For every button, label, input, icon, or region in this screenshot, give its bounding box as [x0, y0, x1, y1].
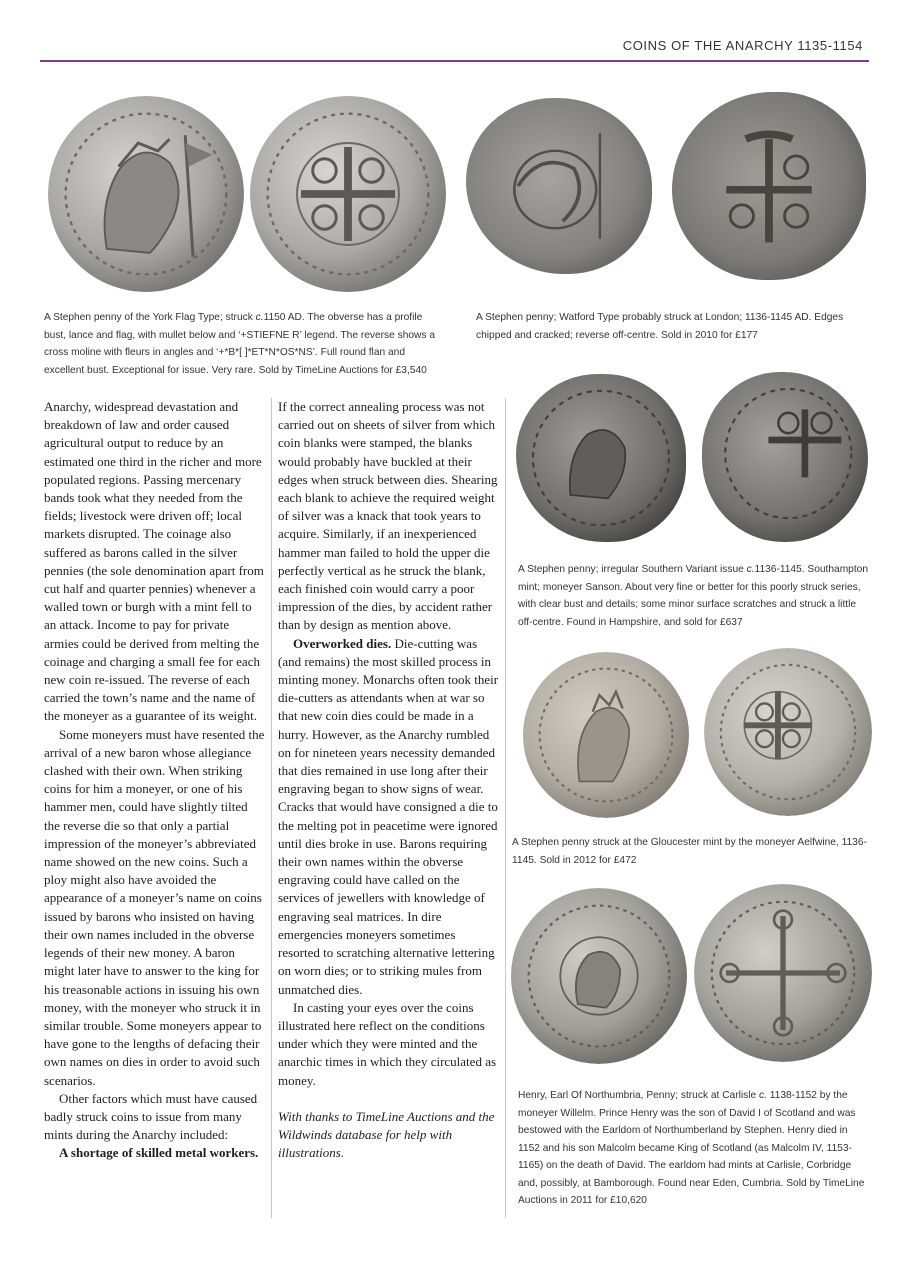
body-column-1: [44, 398, 266, 1163]
header-rule: [40, 60, 869, 62]
carlisle-penny-photo: [510, 880, 872, 1070]
gloucester-obverse-coin: [522, 652, 690, 818]
col2-acknowledgement: With thanks to TimeLine Auctions and the Wildwinds database for help with illustrations.: [278, 1108, 495, 1161]
col2-spacer: [278, 1090, 500, 1108]
gloucester-reverse-coin: [704, 648, 872, 816]
york-flag-type-penny-photo: [44, 94, 464, 294]
col2-paragraph-2: Overworked dies. Die-cutting was (and remains) the most skilled process in minting money. Monarchs often took their die-cutters as attendants when at war so that new coin dies could be made in a hurry. However, as the Anarchy rumbled on for nineteen years necessity demanded that dies remained in use long after their engraving began to show signs of wear. Cracks that would have consigned a die to the melting pot in peacetime were ignored until dies broke in use. Barons requiring their own names within the obverse engraving could have called on the services of jewellers with knowledge of engraving seal matrices. In dire emergencies moneyers sometimes resorted to scratching alternative lettering on worn dies; or to striking mules from unmatched dies.: [278, 635, 499, 997]
gloucester-caption: A Stephen penny struck at the Gloucester mint by the moneyer Aelfwine, 1136-1145. Sold in 2012 for £472: [512, 837, 867, 866]
southern-reverse-coin: [702, 372, 868, 542]
carlisle-obverse-coin: [510, 888, 688, 1064]
watford-type-penny-photo: [466, 92, 866, 302]
southern-obverse-coin: [516, 374, 686, 542]
column-divider-2: [505, 398, 506, 1218]
running-head: COINS OF THE ANARCHY 1135-1154: [622, 38, 863, 53]
york-reverse-coin: [250, 96, 446, 292]
southern-caption: A Stephen penny; irregular Southern Variant issue c.1136-1145. Southampton mint; moneyer Sanson. About very fine or better for this poorly struck series, with clear bust and details; some minor surface scratches and struck a little off-centre. Found in Hampshire, and sold for £637: [518, 564, 869, 628]
watford-caption: A Stephen penny; Watford Type probably struck at London; 1136-1145 AD. Edges chipped and cracked; reverse off-centre. Sold in 2010 for £177: [476, 312, 844, 341]
col1-subheading: A shortage of skilled metal workers.: [59, 1145, 259, 1161]
southern-variant-penny-photo: [516, 372, 870, 548]
body-column-2: [278, 398, 500, 1162]
watford-reverse-coin: [672, 92, 866, 280]
carlisle-caption: Henry, Earl Of Northumbria, Penny; struck at Carlisle c. 1138-1152 by the moneyer Willelm. Prince Henry was the son of David I of Scotland and was bestowed with the Earldom of Northumberland by Stephen. Henry died in 1152 and his son Malcolm became King of Scotland (as Malcolm IV, 1153-1165) on the death of David. The earldom had mints at Carlisle, Corbridge and, possibly, at Bamborough. Found near Eden, Cumbria. Sold by TimeLine Auctions in 2011 for £10,620: [518, 1090, 865, 1206]
col2-paragraph-1: If the correct annealing process was not carried out on sheets of silver from which coin blanks were stamped, the blanks would probably have buckled at their edges when struck between dies. Shearing each blank to achieve the required weight of silver was a knack that took years to acquire. Similarly, if an inexperienced hammer man failed to hold the upper die perfectly vertical as he struck the blank, each finished coin would carry a poor impression of the dies, by accident rather than by design as mention above.: [278, 399, 498, 633]
column-divider-1: [271, 398, 272, 1218]
york-caption: A Stephen penny of the York Flag Type; struck c.1150 AD. The obverse has a profile bust, lance and flag, with mullet below and ‘+STIEFNE R’ legend. The reverse shows a cross moline with fleurs in angles and ‘+*B*[ ]*ET*N*OS*NS’. Full round flan and excellent bust. Exceptional for issue. Very rare. Sold by TimeLine Auctions for £3,540: [44, 312, 436, 376]
col1-paragraph-1: Anarchy, widespread devastation and breakdown of law and order caused agricultural output to reduce by an estimated one third in the richer and more populated regions. Passing mercenary bands took what they needed from the fields; livestock were driven off; local markets disrupted. The coinage also suffered as barons called in the silver pennies (the sole denomination apart from cut half and quarter pennies) whenever a walled town or burgh with a mint fell to an attack. Income to pay for private armies could be derived from melting the coinage and charging a small fee for each new coin re-issued. The reverse of each carried the town’s name and the name of the moneyer as a guarantee of its weight.: [44, 399, 264, 724]
carlisle-reverse-coin: [694, 884, 872, 1062]
watford-obverse-coin: [466, 98, 652, 274]
york-obverse-coin: [48, 96, 244, 292]
col2-paragraph-3: In casting your eyes over the coins illustrated here reflect on the conditions under which they were minted and the anarchic times in which they circulated as money.: [278, 999, 497, 1088]
gloucester-mint-penny-photo: [518, 646, 872, 822]
col1-paragraph-2: Some moneyers must have resented the arrival of a new baron whose allegiance clashed with their own. When striking coins for him a moneyer, or one of his hammer men, could have slightly tilted the reverse die so that only a partial impression of the moneyer’s abbreviated name showed on the new coins. Such a ploy might also have avoided the appearance of a moneyer’s name on coins issued by barons who insisted on having their own names included in the obverse legends of their new money. A baron might later have to answer to the king for his treasonable actions in issuing his own money, with the moneyer who struck it in similar trouble. Some moneyers appear to have gone to the lengths of defacing their own names on dies in order to avoid such scenarios.: [44, 726, 265, 1088]
col1-paragraph-3: Other factors which must have caused badly struck coins to issue from many mints during the Anarchy included:: [44, 1090, 258, 1143]
